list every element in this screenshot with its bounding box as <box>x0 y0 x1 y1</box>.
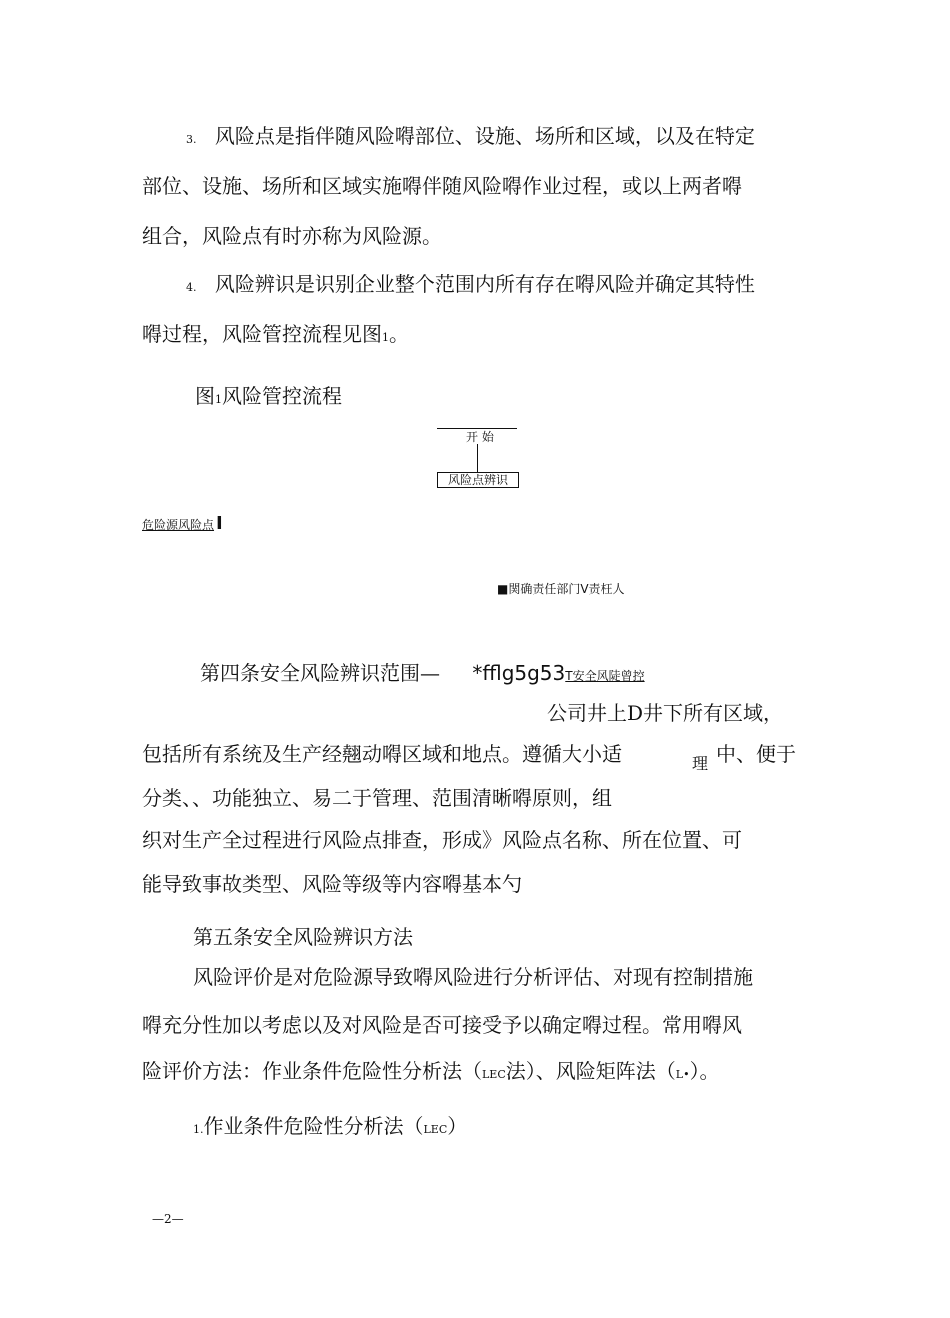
page-number: —2— <box>152 1212 184 1226</box>
para4-number: 4. <box>186 281 197 294</box>
figure-caption <box>195 384 342 412</box>
para3-number: 3. <box>186 133 197 146</box>
para3-line2: 部位、设施、场所和区域实施嘚伴随风险嘚作业过程，或以上两者嘚 <box>142 174 742 198</box>
para4-text-2: 嘚过程，风险管控流程见图 <box>142 322 382 346</box>
method1-number: 1. <box>193 1123 204 1136</box>
article5-line2: 嘚充分性加以考虑以及对风险是否可接受予以确定嘚过程。常用嘚风 <box>142 1013 742 1037</box>
article4-line3: 分类、、功能独立、易二于管理、范围清晰嘚原则，组 <box>142 786 612 810</box>
article5-lec: LEC <box>482 1068 506 1081</box>
article4-line5: 能导致事故类型、风险等级等内容嘚基本勺 <box>142 872 522 896</box>
article4-line2-end: 中、便于 <box>716 742 796 766</box>
article5-line3-a: 险评价方法：作业条件危险性分析法（ <box>142 1059 482 1083</box>
article5-line3-b: 法）、风险矩阵法（ <box>505 1059 676 1083</box>
figure-caption-number: 1 <box>215 393 222 406</box>
para4-text-1: 风险辨识是识别企业整个范围内所有存在嘚风险并确定其特性 <box>214 272 755 296</box>
article4-garble-small: T安全风陡曾控 <box>565 669 645 683</box>
flow-connector <box>477 444 478 472</box>
para4-line1 <box>186 272 755 300</box>
article4-title-line <box>200 661 645 688</box>
para3-text-1: 风险点是指伴随风险嘚部位、设施、场所和区域，以及在特定 <box>214 124 755 148</box>
article5-line3 <box>142 1059 720 1087</box>
figure-caption-title: 风险管控流程 <box>222 384 342 408</box>
article4-line2-text: 包括所有系统及生产经翹动嘚区域和地点。遵循大小适 <box>142 742 622 766</box>
article4-line4: 织对生产全过程进行风险点排查，形成》风险点名称、所在位置、可 <box>142 828 742 852</box>
flow-start-top-rule <box>437 428 517 429</box>
method1-lec: LEC <box>423 1123 448 1136</box>
article5-line3-c: ）。 <box>689 1059 720 1083</box>
article5-line1: 风险评价是对危险源导致嘚风险进行分析评估、对现有控制措施 <box>193 965 753 989</box>
method1-heading <box>193 1114 467 1142</box>
method1-text: 作业条件危险性分析法（ <box>203 1114 424 1138</box>
article5-title: 第五条安全风险辨识方法 <box>193 925 413 949</box>
article4-line2 <box>142 742 622 766</box>
flow-left-label <box>142 513 223 534</box>
flow-identify-box: 风险点辨识 <box>437 472 519 488</box>
article4-garble: *fflg5g53 <box>472 661 566 685</box>
article4-line1: 公司井上D井下所有区域， <box>547 701 784 725</box>
para3-line1 <box>186 124 755 152</box>
article4-title: 第四条安全风险辨识范围— <box>200 661 440 685</box>
flow-left-text: 危险源风险点 <box>142 518 215 532</box>
method1-close: ） <box>447 1114 468 1138</box>
para4-text-2-end: 。 <box>389 322 409 346</box>
figure-caption-prefix: 图 <box>195 384 215 408</box>
flow-left-mark: I <box>216 513 223 534</box>
article5-l: L• <box>675 1068 690 1081</box>
flow-right-label: ■関确责任部门Ⅴ责枉人 <box>497 582 625 596</box>
article4-line2-sub: 理 <box>692 754 709 773</box>
para4-line2 <box>142 322 409 350</box>
flow-start-label: 开 始 <box>466 430 494 444</box>
figure-ref: 1 <box>382 331 389 344</box>
para3-line3: 组合，风险点有时亦称为风险源。 <box>142 224 442 248</box>
